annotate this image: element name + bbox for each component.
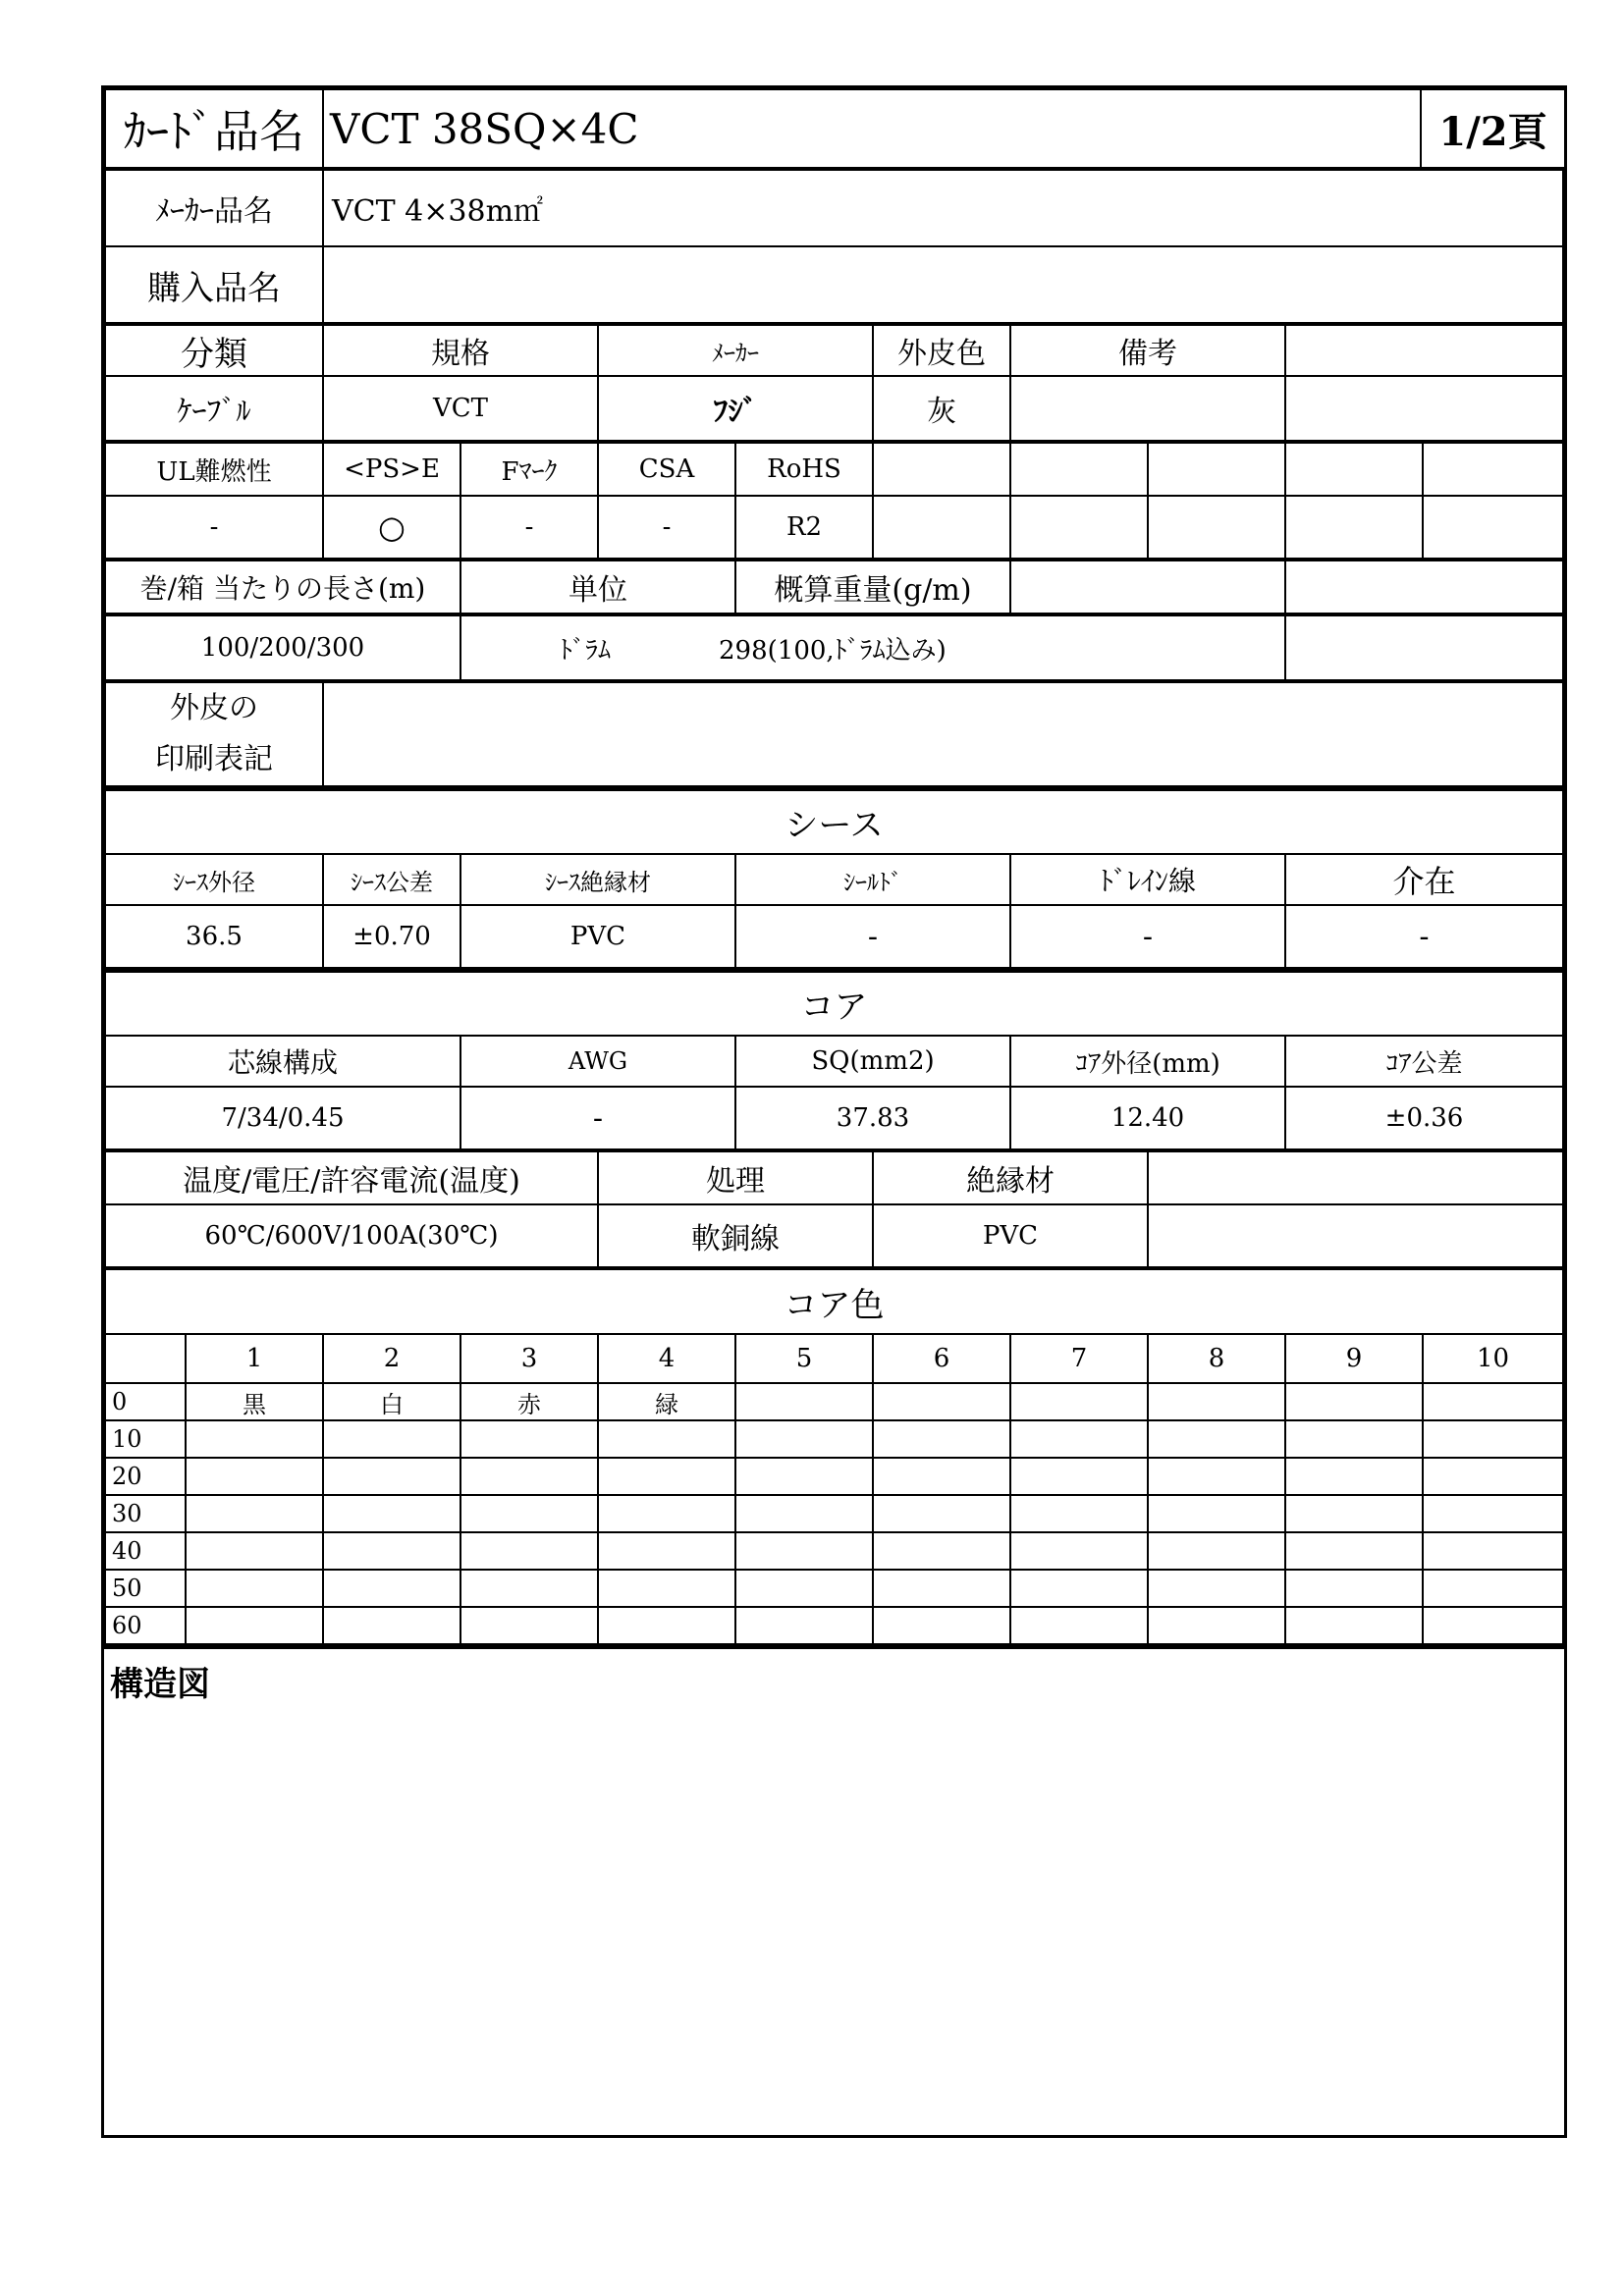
core-color-cell (323, 1570, 460, 1607)
sheath-value-insul: PVC (460, 905, 735, 968)
core-color-row-index: 20 (105, 1458, 186, 1495)
class-value-maker: ﾌｼﾞ (598, 376, 873, 441)
cert-value-ul: - (105, 496, 323, 559)
cert-value-pse: ○ (323, 496, 460, 559)
core-color-cell (1423, 1420, 1563, 1458)
core-color-row (105, 1495, 1563, 1532)
cert-value-9 (1285, 496, 1423, 559)
print-value (323, 682, 1563, 786)
core-color-cell (873, 1607, 1010, 1644)
core-color-cell (1148, 1420, 1285, 1458)
core-color-row (105, 1607, 1563, 1644)
core-color-cell (460, 1420, 598, 1458)
grid-col-header (105, 1334, 186, 1383)
core-color-cell (323, 1607, 460, 1644)
core-color-cell (186, 1607, 323, 1644)
rating-value-insulation: PVC (873, 1204, 1148, 1267)
core-color-cell (1010, 1420, 1148, 1458)
core-color-cell (1148, 1607, 1285, 1644)
classification-table (104, 324, 1564, 442)
core-color-row-index: 40 (105, 1532, 186, 1570)
grid-col-header: 2 (323, 1334, 460, 1383)
class-header-standard: 規格 (323, 325, 598, 376)
core-color-cell (1285, 1495, 1423, 1532)
core-color-cell (735, 1383, 873, 1420)
core-color-cell (598, 1532, 735, 1570)
core-color-cell (598, 1458, 735, 1495)
core-color-cell (323, 1458, 460, 1495)
core-color-cell (873, 1383, 1010, 1420)
sheath-title: シース (105, 789, 1563, 854)
sheath-table (104, 787, 1564, 969)
class-value-extra (1285, 376, 1563, 441)
cert-header-9 (1285, 443, 1423, 496)
rating-table (104, 1150, 1564, 1268)
core-color-cell (186, 1420, 323, 1458)
length-extra-header (1285, 561, 1563, 614)
cert-table (104, 442, 1564, 560)
core-color-cell (598, 1420, 735, 1458)
cert-value-rohs: R2 (735, 496, 873, 559)
core-color-cell (873, 1570, 1010, 1607)
core-color-cell (1423, 1570, 1563, 1607)
cert-header-6 (873, 443, 1010, 496)
cert-header-csa: CSA (598, 443, 735, 496)
rating-value-extra (1148, 1204, 1563, 1267)
core-color-cell (1148, 1570, 1285, 1607)
sheath-value-filler: - (1285, 905, 1563, 968)
core-color-cell (1010, 1570, 1148, 1607)
core-color-cell (1148, 1383, 1285, 1420)
core-color-cell: 白 (323, 1383, 460, 1420)
cert-value-6 (873, 496, 1010, 559)
core-color-cell (1010, 1383, 1148, 1420)
core-color-cell: 赤 (460, 1383, 598, 1420)
sheath-header-filler: 介在 (1285, 854, 1563, 905)
core-color-cell (460, 1458, 598, 1495)
print-table (104, 681, 1564, 787)
core-color-row-index: 0 (105, 1383, 186, 1420)
core-header-sq: SQ(mm2) (735, 1036, 1010, 1087)
core-color-cell (873, 1495, 1010, 1532)
core-color-cell (460, 1495, 598, 1532)
core-color-cell (598, 1607, 735, 1644)
core-color-cell (598, 1570, 735, 1607)
core-color-cell (323, 1495, 460, 1532)
card-name-value: VCT 38SQ×4C (323, 89, 1421, 168)
sheath-value-tol: ±0.70 (323, 905, 460, 968)
sheath-header-drain: ﾄﾞﾚｲﾝ線 (1010, 854, 1285, 905)
core-color-cell (323, 1532, 460, 1570)
maker-name-value: VCT 4×38m㎡ (323, 170, 1563, 246)
structure-label: 構造図 (110, 1665, 210, 1704)
rating-value-rating: 60℃/600V/100A(30℃) (105, 1204, 598, 1267)
cert-value-7 (1010, 496, 1148, 559)
core-color-cell (1423, 1532, 1563, 1570)
core-color-cell (1010, 1495, 1148, 1532)
core-color-cell (735, 1607, 873, 1644)
core-color-cell (1423, 1458, 1563, 1495)
core-color-cell (1423, 1495, 1563, 1532)
grid-col-header: 9 (1285, 1334, 1423, 1383)
core-color-cell (1010, 1458, 1148, 1495)
core-color-cell (186, 1570, 323, 1607)
sheath-header-od: ｼｰｽ外径 (105, 854, 323, 905)
cert-value-fmark: - (460, 496, 598, 559)
sheath-value-od: 36.5 (105, 905, 323, 968)
core-color-cell (1423, 1607, 1563, 1644)
core-color-row-index: 10 (105, 1420, 186, 1458)
core-color-cell: 緑 (598, 1383, 735, 1420)
length-extra-value (1285, 615, 1563, 680)
rating-header-extra (1148, 1151, 1563, 1204)
grid-col-header: 4 (598, 1334, 735, 1383)
core-color-cell (1285, 1383, 1423, 1420)
core-color-cell (735, 1420, 873, 1458)
rating-header-rating: 温度/電圧/許容電流(温度) (105, 1151, 598, 1204)
grid-col-header: 7 (1010, 1334, 1148, 1383)
grid-col-header: 1 (186, 1334, 323, 1383)
unit-label: 単位 (460, 561, 735, 614)
core-color-cell (323, 1420, 460, 1458)
core-color-title: コア色 (105, 1269, 1563, 1334)
core-color-cell (735, 1532, 873, 1570)
core-color-cell (460, 1570, 598, 1607)
core-color-rows (105, 1383, 1563, 1644)
class-header-remarks: 備考 (1010, 325, 1285, 376)
maker-name-label: ﾒｰｶｰ品名 (105, 170, 323, 246)
core-color-cell (1285, 1570, 1423, 1607)
core-color-cell (186, 1532, 323, 1570)
unit-value: ﾄﾞﾗﾑ (560, 635, 612, 666)
core-color-cell (186, 1495, 323, 1532)
weight-label: 概算重量(g/m) (735, 561, 1010, 614)
grid-col-header: 5 (735, 1334, 873, 1383)
core-value-sq: 37.83 (735, 1087, 1010, 1149)
class-value-standard: VCT (323, 376, 598, 441)
cert-value-csa: - (598, 496, 735, 559)
core-color-row (105, 1570, 1563, 1607)
class-value-color: 灰 (873, 376, 1010, 441)
print-label-line2: 印刷表記 (155, 742, 273, 776)
grid-col-header: 6 (873, 1334, 1010, 1383)
spec-sheet (101, 85, 1567, 2138)
header-table (104, 88, 1566, 169)
core-color-row (105, 1458, 1563, 1495)
core-color-cell (598, 1495, 735, 1532)
weight-extra-header (1010, 561, 1285, 614)
core-color-cell (873, 1532, 1010, 1570)
core-color-cell (873, 1458, 1010, 1495)
class-header-category: 分類 (105, 325, 323, 376)
weight-value: 298(100,ﾄﾞﾗﾑ込み) (719, 635, 947, 666)
core-color-cell (1010, 1607, 1148, 1644)
rating-value-treatment: 軟銅線 (598, 1204, 873, 1267)
class-value-category: ｹｰﾌﾞﾙ (105, 376, 323, 441)
core-header-tol: ｺｱ公差 (1285, 1036, 1563, 1087)
class-header-extra (1285, 325, 1563, 376)
core-value-awg: - (460, 1087, 735, 1149)
sheath-value-drain: - (1010, 905, 1285, 968)
length-label: 巻/箱 当たりの長さ(m) (105, 561, 460, 614)
core-color-cell (1010, 1532, 1148, 1570)
class-header-maker: ﾒｰｶｰ (598, 325, 873, 376)
cert-header-8 (1148, 443, 1285, 496)
class-header-color: 外皮色 (873, 325, 1010, 376)
cert-header-fmark: Fﾏｰｸ (460, 443, 598, 496)
class-value-remarks (1010, 376, 1285, 441)
maker-table (104, 169, 1564, 324)
purchase-name-label: 購入品名 (105, 246, 323, 323)
core-color-row-index: 50 (105, 1570, 186, 1607)
cert-header-ul: UL難燃性 (105, 443, 323, 496)
core-color-table (104, 1268, 1564, 1645)
core-color-cell (1285, 1458, 1423, 1495)
core-header-od: ｺｱ外径(mm) (1010, 1036, 1285, 1087)
core-header-awg: AWG (460, 1036, 735, 1087)
core-color-cell (186, 1458, 323, 1495)
sheath-header-insul: ｼｰｽ絶縁材 (460, 854, 735, 905)
core-color-row-index: 60 (105, 1607, 186, 1644)
rating-header-treatment: 処理 (598, 1151, 873, 1204)
core-color-row (105, 1532, 1563, 1570)
sheath-header-shield: ｼｰﾙﾄﾞ (735, 854, 1010, 905)
sheath-value-shield: - (735, 905, 1010, 968)
cert-header-pse: <PS>E (323, 443, 460, 496)
core-color-cell (1285, 1607, 1423, 1644)
core-color-cell (735, 1495, 873, 1532)
core-color-cell (1148, 1495, 1285, 1532)
cert-value-10 (1423, 496, 1563, 559)
core-color-cell (735, 1458, 873, 1495)
length-table (104, 560, 1564, 614)
core-table (104, 969, 1564, 1150)
core-value-construction: 7/34/0.45 (105, 1087, 460, 1149)
core-header-construction: 芯線構成 (105, 1036, 460, 1087)
core-color-cell (1148, 1458, 1285, 1495)
unit-weight-cell (460, 615, 1285, 680)
core-color-cell (735, 1570, 873, 1607)
page-number: 1/2頁 (1421, 89, 1565, 168)
core-color-row-index: 30 (105, 1495, 186, 1532)
print-label (105, 682, 323, 786)
grid-col-header: 8 (1148, 1334, 1285, 1383)
core-color-row (105, 1383, 1563, 1420)
length-value: 100/200/300 (105, 615, 460, 680)
core-color-cell (873, 1420, 1010, 1458)
sheath-header-tol: ｼｰｽ公差 (323, 854, 460, 905)
core-color-cell (1423, 1383, 1563, 1420)
rating-header-insulation: 絶縁材 (873, 1151, 1148, 1204)
grid-col-header: 10 (1423, 1334, 1563, 1383)
core-color-cell (460, 1607, 598, 1644)
print-label-line1: 外皮の (170, 691, 258, 725)
core-color-cell (1148, 1532, 1285, 1570)
core-color-cell (1285, 1420, 1423, 1458)
core-title: コア (105, 971, 1563, 1036)
grid-col-header: 3 (460, 1334, 598, 1383)
card-name-label: ｶｰﾄﾞ品名 (105, 89, 323, 168)
cert-header-10 (1423, 443, 1563, 496)
core-color-cell (460, 1532, 598, 1570)
structure-area (104, 1645, 1564, 2126)
cert-value-8 (1148, 496, 1285, 559)
length-values-table (104, 614, 1564, 681)
cert-header-7 (1010, 443, 1148, 496)
cert-header-rohs: RoHS (735, 443, 873, 496)
core-value-od: 12.40 (1010, 1087, 1285, 1149)
core-color-row (105, 1420, 1563, 1458)
core-value-tol: ±0.36 (1285, 1087, 1563, 1149)
core-color-cell (1285, 1532, 1423, 1570)
core-color-cell: 黒 (186, 1383, 323, 1420)
purchase-name-value (323, 246, 1563, 323)
